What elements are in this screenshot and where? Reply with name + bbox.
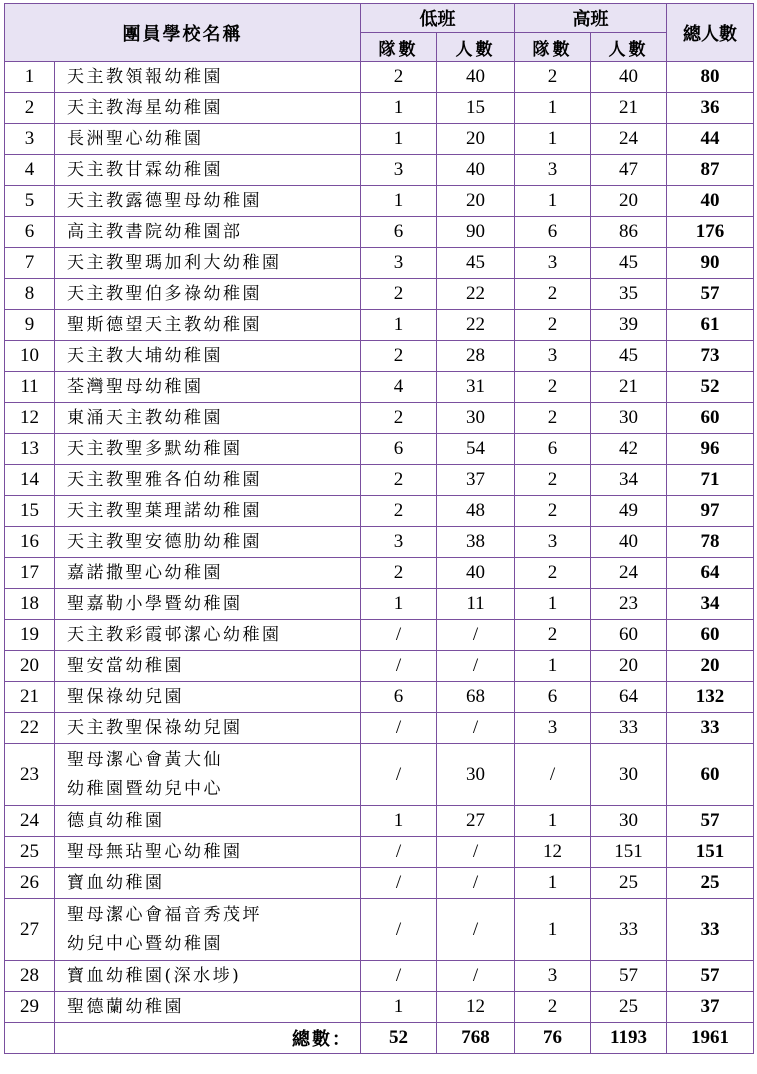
row-number: 10 [5, 341, 55, 372]
school-name-line: 嘉諾撒聖心幼稚園 [67, 562, 223, 583]
table-row [5, 558, 754, 589]
school-name [55, 496, 361, 527]
totals-blank-cell [5, 1023, 55, 1054]
high-people-cell: 57 [591, 961, 667, 992]
table-body [5, 62, 754, 1023]
table-row [5, 434, 754, 465]
school-name-line: 聖母潔心會黃大仙 [67, 749, 223, 770]
low-people-cell: 22 [437, 310, 515, 341]
row-total-cell: 64 [667, 558, 754, 589]
low-teams-cell: / [361, 713, 437, 744]
low-teams-cell: 1 [361, 124, 437, 155]
high-people-header: 人數 [591, 33, 667, 62]
school-name [55, 744, 361, 806]
school-name-line: 聖德蘭幼稚園 [67, 996, 184, 1017]
table-row [5, 961, 754, 992]
low-people-cell: 11 [437, 589, 515, 620]
school-name-line: 天主教露德聖母幼稚園 [67, 190, 262, 211]
high-teams-cell: 2 [515, 279, 591, 310]
low-people-cell: 20 [437, 186, 515, 217]
school-name-line: 聖母無玷聖心幼稚園 [67, 841, 243, 862]
grand-total: 1961 [667, 1023, 754, 1054]
high-teams-cell: 6 [515, 217, 591, 248]
row-number: 21 [5, 682, 55, 713]
low-teams-cell: 3 [361, 248, 437, 279]
school-name-line: 天主教聖伯多祿幼稚園 [67, 283, 262, 304]
school-name-line: 天主教領報幼稚園 [67, 66, 223, 87]
total-high-teams: 76 [515, 1023, 591, 1054]
school-name [55, 620, 361, 651]
high-people-cell: 39 [591, 310, 667, 341]
row-number: 5 [5, 186, 55, 217]
school-name-line: 聖母潔心會福音秀茂坪 [67, 904, 262, 925]
low-teams-cell: / [361, 651, 437, 682]
low-teams-cell: / [361, 837, 437, 868]
low-people-cell: 12 [437, 992, 515, 1023]
school-name [55, 682, 361, 713]
high-people-cell: 21 [591, 372, 667, 403]
low-people-cell: 27 [437, 806, 515, 837]
high-teams-cell: 2 [515, 465, 591, 496]
school-name [55, 527, 361, 558]
low-people-cell: 28 [437, 341, 515, 372]
row-total-cell: 80 [667, 62, 754, 93]
high-people-cell: 35 [591, 279, 667, 310]
high-people-cell: 47 [591, 155, 667, 186]
low-teams-cell: / [361, 620, 437, 651]
table-row [5, 496, 754, 527]
row-total-cell: 36 [667, 93, 754, 124]
school-name [55, 124, 361, 155]
high-teams-cell: 3 [515, 527, 591, 558]
school-name [55, 62, 361, 93]
table-row [5, 465, 754, 496]
row-total-cell: 40 [667, 186, 754, 217]
high-teams-cell: 6 [515, 682, 591, 713]
table-row [5, 868, 754, 899]
school-name [55, 155, 361, 186]
low-people-cell: / [437, 651, 515, 682]
high-teams-cell: 1 [515, 124, 591, 155]
school-name-line: 幼兒中心暨幼稚園 [67, 933, 223, 954]
row-total-cell: 25 [667, 868, 754, 899]
row-number: 2 [5, 93, 55, 124]
high-teams-cell: 2 [515, 558, 591, 589]
low-teams-cell: 4 [361, 372, 437, 403]
low-teams-cell: 2 [361, 341, 437, 372]
school-name-line: 天主教甘霖幼稚園 [67, 159, 223, 180]
row-number: 8 [5, 279, 55, 310]
row-total-cell: 176 [667, 217, 754, 248]
low-people-cell: 40 [437, 62, 515, 93]
low-people-cell: 54 [437, 434, 515, 465]
school-name [55, 961, 361, 992]
high-teams-cell: 2 [515, 620, 591, 651]
row-total-cell: 78 [667, 527, 754, 558]
high-teams-cell: / [515, 744, 591, 806]
table-row [5, 62, 754, 93]
school-name [55, 310, 361, 341]
school-name [55, 217, 361, 248]
high-people-cell: 33 [591, 899, 667, 961]
low-people-cell: / [437, 620, 515, 651]
high-people-cell: 21 [591, 93, 667, 124]
school-name [55, 992, 361, 1023]
row-total-cell: 132 [667, 682, 754, 713]
low-class-header: 低班 [361, 4, 515, 33]
school-name [55, 341, 361, 372]
school-name [55, 589, 361, 620]
high-class-header: 高班 [515, 4, 667, 33]
row-number: 4 [5, 155, 55, 186]
low-people-cell: 30 [437, 744, 515, 806]
table-row [5, 341, 754, 372]
row-number: 18 [5, 589, 55, 620]
row-total-cell: 60 [667, 620, 754, 651]
totals-label: 總數： [55, 1023, 361, 1054]
low-teams-cell: 2 [361, 465, 437, 496]
low-teams-cell: / [361, 899, 437, 961]
low-teams-cell: / [361, 744, 437, 806]
school-name-line: 天主教聖瑪加利大幼稚園 [67, 252, 282, 273]
row-number: 14 [5, 465, 55, 496]
row-number: 11 [5, 372, 55, 403]
high-teams-cell: 3 [515, 155, 591, 186]
school-name [55, 713, 361, 744]
low-people-cell: 40 [437, 558, 515, 589]
high-teams-cell: 2 [515, 372, 591, 403]
school-name [55, 806, 361, 837]
high-teams-cell: 2 [515, 62, 591, 93]
table-row [5, 620, 754, 651]
row-number: 28 [5, 961, 55, 992]
low-people-header: 人數 [437, 33, 515, 62]
school-name [55, 837, 361, 868]
low-teams-cell: / [361, 868, 437, 899]
high-teams-cell: 1 [515, 589, 591, 620]
school-name-header: 團員學校名稱 [5, 4, 361, 62]
high-teams-cell: 3 [515, 248, 591, 279]
school-name-line: 德貞幼稚園 [67, 810, 165, 831]
school-name-line: 聖斯德望天主教幼稚園 [67, 314, 262, 335]
low-people-cell: 15 [437, 93, 515, 124]
table-row [5, 186, 754, 217]
school-name [55, 558, 361, 589]
high-people-cell: 23 [591, 589, 667, 620]
table-row [5, 217, 754, 248]
high-people-cell: 64 [591, 682, 667, 713]
table-row [5, 403, 754, 434]
high-people-cell: 25 [591, 992, 667, 1023]
high-teams-cell: 6 [515, 434, 591, 465]
low-people-cell: / [437, 837, 515, 868]
low-teams-cell: 2 [361, 558, 437, 589]
row-number: 29 [5, 992, 55, 1023]
low-teams-cell: 3 [361, 155, 437, 186]
low-people-cell: 37 [437, 465, 515, 496]
low-teams-cell: 6 [361, 217, 437, 248]
low-people-cell: / [437, 899, 515, 961]
low-teams-cell: 2 [361, 279, 437, 310]
high-people-cell: 34 [591, 465, 667, 496]
total-high-people: 1193 [591, 1023, 667, 1054]
school-name [55, 465, 361, 496]
school-name [55, 899, 361, 961]
low-people-cell: / [437, 868, 515, 899]
row-number: 17 [5, 558, 55, 589]
table-row [5, 992, 754, 1023]
school-name [55, 186, 361, 217]
school-name-line: 天主教聖雅各伯幼稚園 [67, 469, 262, 490]
row-total-cell: 60 [667, 744, 754, 806]
row-total-cell: 33 [667, 713, 754, 744]
table-row [5, 682, 754, 713]
row-number: 23 [5, 744, 55, 806]
table-row [5, 155, 754, 186]
school-name-line: 寶血幼稚園(深水埗) [67, 965, 242, 986]
low-people-cell: 45 [437, 248, 515, 279]
low-teams-cell: 1 [361, 186, 437, 217]
row-number: 26 [5, 868, 55, 899]
low-people-cell: 20 [437, 124, 515, 155]
row-number: 9 [5, 310, 55, 341]
high-teams-header: 隊數 [515, 33, 591, 62]
school-name-line: 聖嘉勒小學暨幼稚園 [67, 593, 243, 614]
low-teams-cell: 1 [361, 589, 437, 620]
table-row [5, 372, 754, 403]
high-teams-cell: 1 [515, 868, 591, 899]
table-row [5, 279, 754, 310]
row-number: 13 [5, 434, 55, 465]
low-people-cell: 22 [437, 279, 515, 310]
row-number: 20 [5, 651, 55, 682]
high-people-cell: 24 [591, 124, 667, 155]
row-total-cell: 57 [667, 961, 754, 992]
row-total-cell: 90 [667, 248, 754, 279]
school-name-line: 聖保祿幼兒園 [67, 686, 184, 707]
row-number: 3 [5, 124, 55, 155]
high-teams-cell: 2 [515, 403, 591, 434]
school-name-line: 幼稚園暨幼兒中心 [67, 778, 223, 799]
high-people-cell: 30 [591, 806, 667, 837]
high-teams-cell: 3 [515, 961, 591, 992]
table-row [5, 527, 754, 558]
high-people-cell: 151 [591, 837, 667, 868]
low-people-cell: 90 [437, 217, 515, 248]
table-row [5, 744, 754, 806]
table-row [5, 806, 754, 837]
school-name [55, 403, 361, 434]
row-total-cell: 37 [667, 992, 754, 1023]
row-number: 6 [5, 217, 55, 248]
school-name-line: 天主教聖葉理諾幼稚園 [67, 500, 262, 521]
low-teams-cell: 2 [361, 403, 437, 434]
school-name [55, 372, 361, 403]
low-people-cell: 30 [437, 403, 515, 434]
low-people-cell: 38 [437, 527, 515, 558]
high-people-cell: 42 [591, 434, 667, 465]
row-number: 22 [5, 713, 55, 744]
low-people-cell: 48 [437, 496, 515, 527]
high-teams-cell: 1 [515, 899, 591, 961]
table-row [5, 248, 754, 279]
school-name-line: 寶血幼稚園 [67, 872, 165, 893]
row-total-cell: 73 [667, 341, 754, 372]
row-number: 12 [5, 403, 55, 434]
school-name [55, 868, 361, 899]
row-number: 19 [5, 620, 55, 651]
high-teams-cell: 1 [515, 186, 591, 217]
row-number: 16 [5, 527, 55, 558]
table-row [5, 651, 754, 682]
low-teams-cell: / [361, 961, 437, 992]
row-total-cell: 61 [667, 310, 754, 341]
high-people-cell: 45 [591, 341, 667, 372]
row-number: 25 [5, 837, 55, 868]
high-teams-cell: 1 [515, 93, 591, 124]
low-teams-cell: 1 [361, 93, 437, 124]
low-people-cell: / [437, 961, 515, 992]
high-people-cell: 40 [591, 527, 667, 558]
high-teams-cell: 2 [515, 992, 591, 1023]
row-number: 7 [5, 248, 55, 279]
row-number: 24 [5, 806, 55, 837]
high-teams-cell: 3 [515, 341, 591, 372]
high-people-cell: 45 [591, 248, 667, 279]
total-people-header: 總人數 [667, 4, 754, 62]
low-people-cell: 31 [437, 372, 515, 403]
high-people-cell: 24 [591, 558, 667, 589]
school-name-line: 天主教聖安德肋幼稚園 [67, 531, 262, 552]
high-teams-cell: 3 [515, 713, 591, 744]
low-teams-cell: 1 [361, 806, 437, 837]
row-number: 27 [5, 899, 55, 961]
row-total-cell: 97 [667, 496, 754, 527]
table-row [5, 124, 754, 155]
school-name-line: 東涌天主教幼稚園 [67, 407, 223, 428]
row-total-cell: 60 [667, 403, 754, 434]
table-row [5, 713, 754, 744]
totals-row [5, 1023, 754, 1054]
row-total-cell: 57 [667, 806, 754, 837]
high-teams-cell: 12 [515, 837, 591, 868]
low-teams-cell: 2 [361, 62, 437, 93]
low-teams-cell: 1 [361, 992, 437, 1023]
school-name [55, 248, 361, 279]
school-name-line: 高主教書院幼稚園部 [67, 221, 243, 242]
row-total-cell: 57 [667, 279, 754, 310]
total-low-people: 768 [437, 1023, 515, 1054]
school-name-line: 聖安當幼稚園 [67, 655, 184, 676]
row-number: 15 [5, 496, 55, 527]
row-number: 1 [5, 62, 55, 93]
low-teams-cell: 1 [361, 310, 437, 341]
high-people-cell: 40 [591, 62, 667, 93]
high-people-cell: 33 [591, 713, 667, 744]
table-row [5, 899, 754, 961]
table-row [5, 589, 754, 620]
low-teams-cell: 6 [361, 682, 437, 713]
school-name-line: 天主教海星幼稚園 [67, 97, 223, 118]
low-teams-cell: 6 [361, 434, 437, 465]
high-people-cell: 20 [591, 186, 667, 217]
low-people-cell: 68 [437, 682, 515, 713]
table-row [5, 837, 754, 868]
high-teams-cell: 2 [515, 310, 591, 341]
total-low-teams: 52 [361, 1023, 437, 1054]
school-name [55, 651, 361, 682]
high-teams-cell: 1 [515, 651, 591, 682]
low-teams-cell: 3 [361, 527, 437, 558]
school-name-line: 天主教聖多默幼稚園 [67, 438, 243, 459]
low-people-cell: / [437, 713, 515, 744]
row-total-cell: 71 [667, 465, 754, 496]
high-teams-cell: 2 [515, 496, 591, 527]
row-total-cell: 33 [667, 899, 754, 961]
row-total-cell: 151 [667, 837, 754, 868]
school-enrollment-table [4, 3, 754, 1054]
high-people-cell: 49 [591, 496, 667, 527]
low-teams-cell: 2 [361, 496, 437, 527]
low-people-cell: 40 [437, 155, 515, 186]
school-name [55, 93, 361, 124]
high-people-cell: 25 [591, 868, 667, 899]
row-total-cell: 52 [667, 372, 754, 403]
low-teams-header: 隊數 [361, 33, 437, 62]
high-people-cell: 86 [591, 217, 667, 248]
row-total-cell: 34 [667, 589, 754, 620]
school-name-line: 天主教大埔幼稚園 [67, 345, 223, 366]
school-name-line: 天主教彩霞邨潔心幼稚園 [67, 624, 282, 645]
high-people-cell: 30 [591, 403, 667, 434]
school-name [55, 434, 361, 465]
school-name-line: 長洲聖心幼稚園 [67, 128, 204, 149]
high-people-cell: 60 [591, 620, 667, 651]
high-teams-cell: 1 [515, 806, 591, 837]
row-total-cell: 44 [667, 124, 754, 155]
school-name-line: 天主教聖保祿幼兒園 [67, 717, 243, 738]
row-total-cell: 96 [667, 434, 754, 465]
table-row [5, 93, 754, 124]
school-name [55, 279, 361, 310]
table-row [5, 310, 754, 341]
high-people-cell: 20 [591, 651, 667, 682]
row-total-cell: 87 [667, 155, 754, 186]
row-total-cell: 20 [667, 651, 754, 682]
school-name-line: 荃灣聖母幼稚園 [67, 376, 204, 397]
high-people-cell: 30 [591, 744, 667, 806]
